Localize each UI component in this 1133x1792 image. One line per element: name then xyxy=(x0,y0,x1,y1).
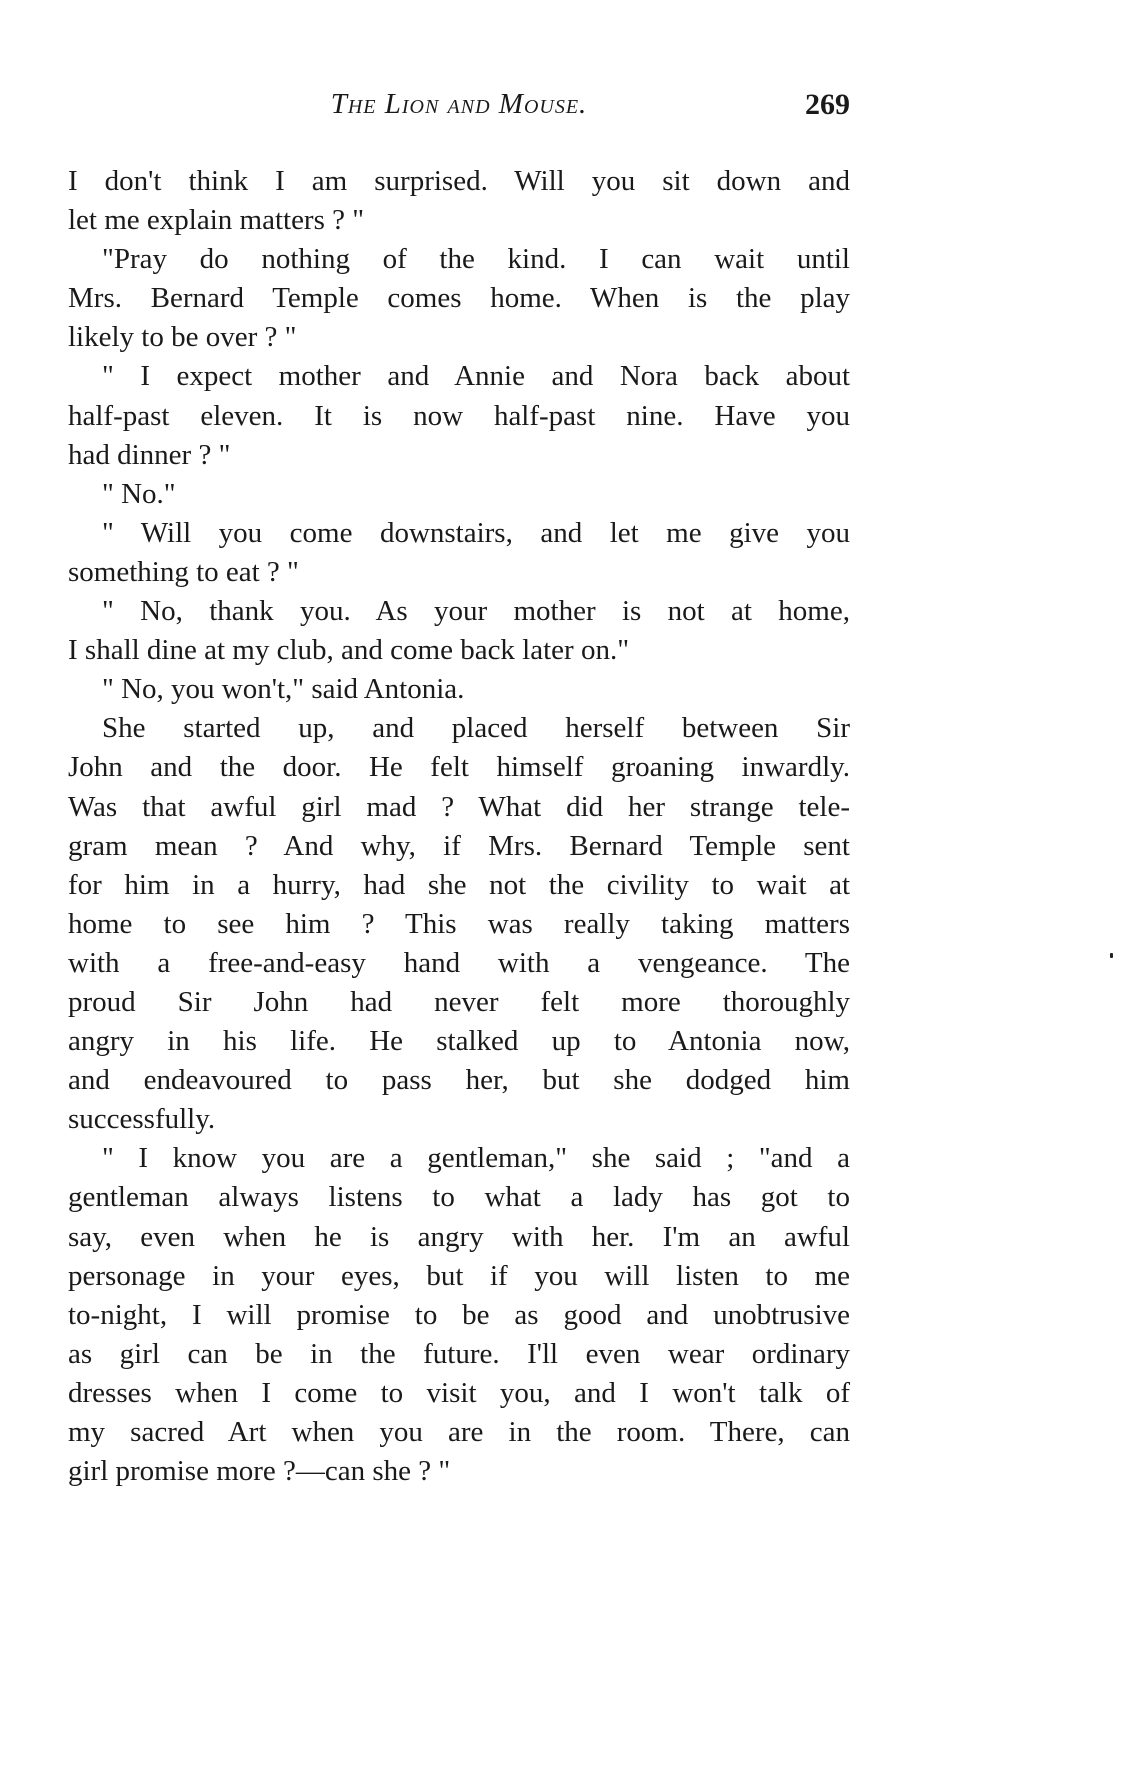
text-line: John and the door. He felt himself groaning inwardly. xyxy=(68,751,850,784)
text-line: for him in a hurry, had she not the civility to wait at xyxy=(68,868,850,901)
text-line: " I know you are a gentleman," she said ; "and a xyxy=(102,1142,850,1175)
text-line: something to eat ? " xyxy=(68,555,299,588)
page-number: 269 xyxy=(805,88,850,121)
text-line: Mrs. Bernard Temple comes home. When is the play xyxy=(68,282,850,315)
text-line: " Will you come downstairs, and let me give you xyxy=(102,516,850,549)
text-line: girl promise more ?—can she ? " xyxy=(68,1455,451,1488)
text-line: dresses when I come to visit you, and I won't talk of xyxy=(68,1376,850,1409)
text-line: with a free-and-easy hand with a vengeance. The xyxy=(68,946,850,979)
text-line: successfully. xyxy=(68,1103,216,1136)
text-line: proud Sir John had never felt more thoroughly xyxy=(68,985,850,1018)
text-line: " No, thank you. As your mother is not at home, xyxy=(102,595,850,628)
text-line: let me explain matters ? " xyxy=(68,204,365,237)
text-line: half-past eleven. It is now half-past nine. Have you xyxy=(68,399,850,432)
text-line: gram mean ? And why, if Mrs. Bernard Temple sent xyxy=(68,829,850,862)
text-line: She started up, and placed herself between Sir xyxy=(102,712,850,745)
text-line: say, even when he is angry with her. I'm an awful xyxy=(68,1220,850,1253)
text-line: personage in your eyes, but if you will listen to me xyxy=(68,1259,850,1292)
body-text xyxy=(68,162,850,1491)
text-line: gentleman always listens to what a lady has got to xyxy=(68,1181,850,1214)
text-line: home to see him ? This was really taking matters xyxy=(68,907,850,940)
text-line: likely to be over ? " xyxy=(68,321,297,354)
text-line: had dinner ? " xyxy=(68,438,231,471)
text-line: I shall dine at my club, and come back later on." xyxy=(68,634,630,667)
text-line: "Pray do nothing of the kind. I can wait until xyxy=(102,243,850,276)
text-line: to-night, I will promise to be as good and unobtrusive xyxy=(68,1298,850,1331)
running-title: The Lion and Mouse. xyxy=(330,88,588,120)
text-line: " No." xyxy=(102,477,176,510)
text-line: I don't think I am surprised. Will you sit down and xyxy=(68,165,850,197)
text-line: " No, you won't," said Antonia. xyxy=(102,673,465,706)
print-speck xyxy=(1110,953,1113,958)
text-line: my sacred Art when you are in the room. There, can xyxy=(68,1416,850,1448)
running-head xyxy=(68,88,850,132)
text-line: " I expect mother and Annie and Nora back about xyxy=(102,360,850,393)
text-line: angry in his life. He stalked up to Antonia now, xyxy=(68,1025,850,1058)
text-line: as girl can be in the future. I'll even wear ordinary xyxy=(68,1337,850,1370)
text-line: Was that awful girl mad ? What did her strange tele- xyxy=(68,790,850,823)
text-line: and endeavoured to pass her, but she dodged him xyxy=(68,1064,850,1097)
